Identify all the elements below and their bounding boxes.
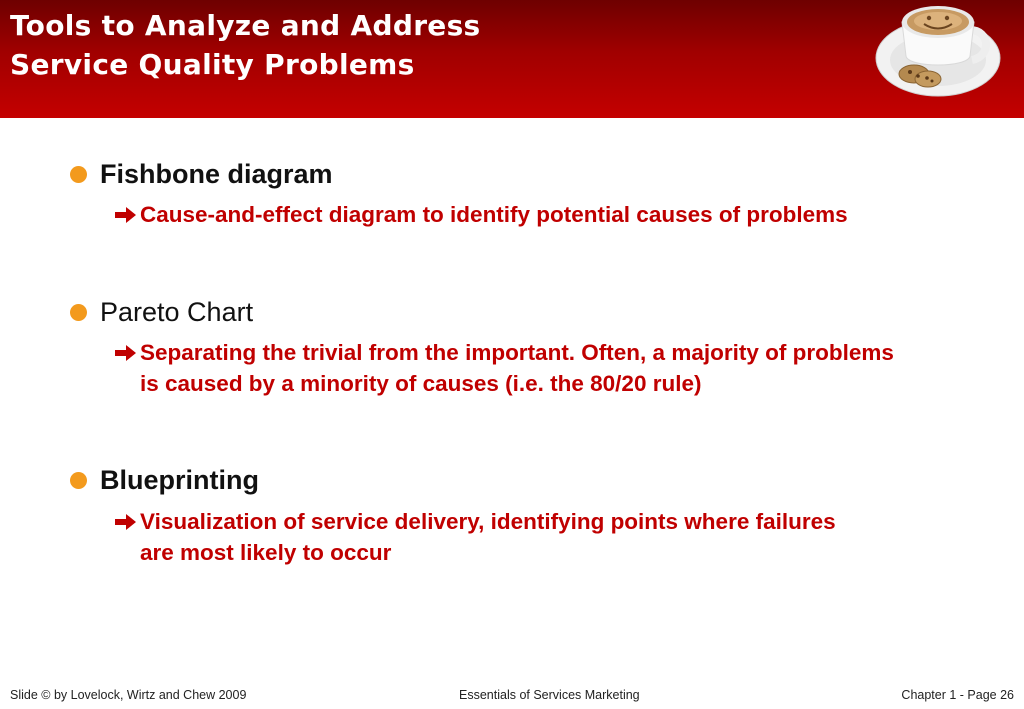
bullet-heading: Pareto Chart [100, 296, 254, 327]
bullet-pareto [70, 294, 253, 330]
footer-book-title: Essentials of Services Marketing [459, 688, 640, 702]
arrow-right-icon [114, 506, 140, 537]
bullet-heading: Blueprinting [100, 464, 259, 495]
bullet-dot-icon [70, 472, 87, 489]
footer-copyright: Slide © by Lovelock, Wirtz and Chew 2009 [10, 688, 247, 702]
arrow-right-icon [114, 337, 140, 368]
sub-bullet-blueprinting [114, 506, 874, 568]
sub-bullet-text: Visualization of service delivery, identifying points where failures are most likely to occur [140, 509, 836, 565]
sub-bullet-fishbone [114, 199, 874, 230]
bullet-dot-icon [70, 304, 87, 321]
bullet-blueprinting [70, 462, 259, 498]
sub-bullet-text: Cause-and-effect diagram to identify potential causes of problems [140, 202, 848, 227]
slide-title-line-2: Service Quality Problems [10, 48, 415, 81]
bullet-dot-icon [70, 166, 87, 183]
bullet-heading: Fishbone diagram [100, 158, 333, 189]
arrow-right-icon [114, 199, 140, 230]
bullet-fishbone [70, 156, 333, 192]
slide-title-line-1: Tools to Analyze and Address [10, 9, 481, 42]
footer-page-number: Chapter 1 - Page 26 [901, 688, 1014, 702]
sub-bullet-pareto [114, 337, 914, 399]
sub-bullet-text: Separating the trivial from the important. Often, a majority of problems is caused by a minority of causes (i.e. the 80/20 rule) [140, 340, 894, 396]
